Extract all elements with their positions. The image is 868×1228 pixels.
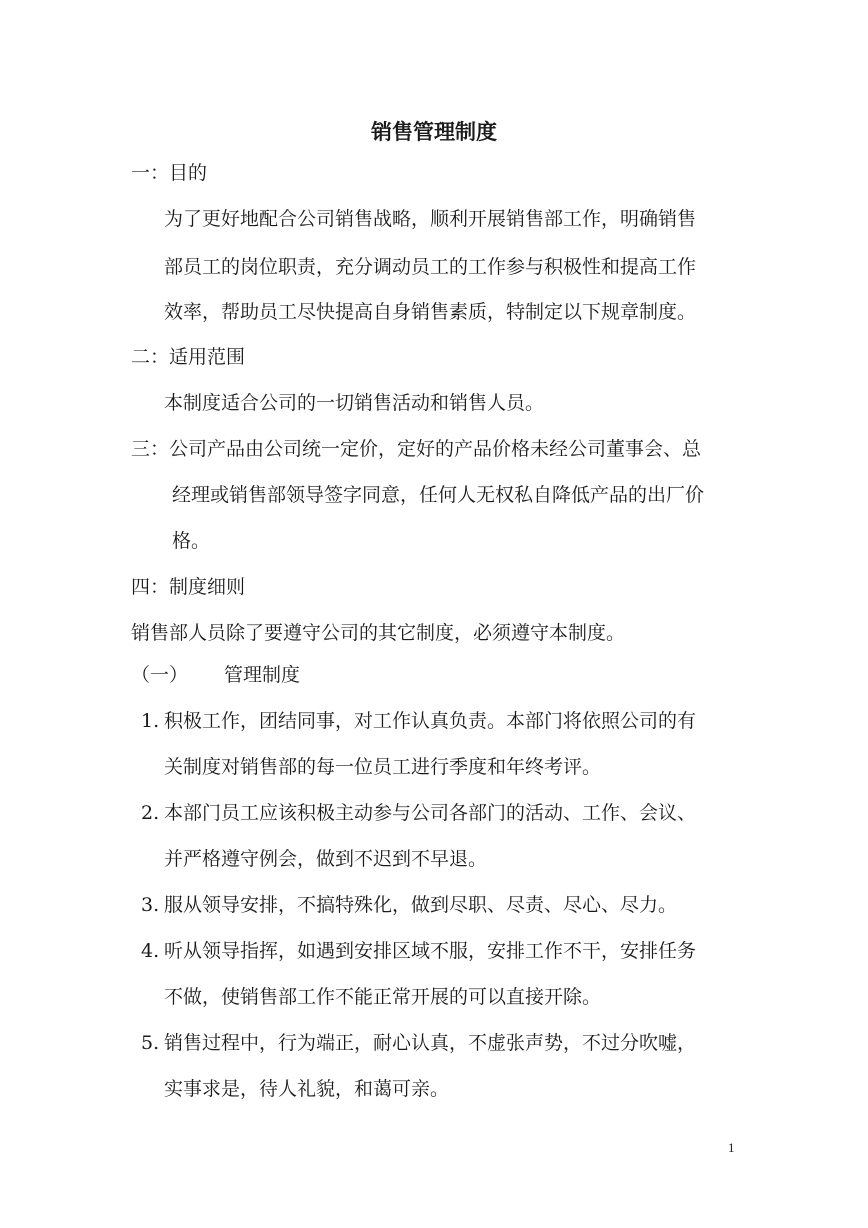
page-number: 1 xyxy=(728,1140,735,1155)
subsection-marker: （一） xyxy=(131,664,189,686)
subsection-title: 管理制度 xyxy=(224,664,301,686)
paragraph-line: 部员工的岗位职责，充分调动员工的工作参与积极性和提高工作 xyxy=(164,256,697,278)
paragraph-line: 销售部人员除了要遵守公司的其它制度，必须遵守本制度。 xyxy=(131,622,626,644)
section-three-line: 三：公司产品由公司统一定价，定好的产品价格未经公司董事会、总 xyxy=(131,438,702,460)
list-item-number: 3. xyxy=(141,894,160,916)
paragraph-line: 格。 xyxy=(172,530,211,552)
list-item-line: 本部门员工应该积极主动参与公司各部门的活动、工作、会议、 xyxy=(164,802,697,824)
list-item-line: 不做，使销售部工作不能正常开展的可以直接开除。 xyxy=(164,986,602,1008)
list-item-number: 1. xyxy=(141,710,160,732)
paragraph-line: 经理或销售部领导签字同意，任何人无权私自降低产品的出厂价 xyxy=(172,484,705,506)
page-title: 销售管理制度 xyxy=(371,120,497,144)
section-heading-rules: 四：制度细则 xyxy=(131,576,246,598)
list-item-line: 并严格遵守例会，做到不迟到不早退。 xyxy=(164,848,488,870)
list-item-line: 关制度对销售部的每一位员工进行季度和年终考评。 xyxy=(164,756,602,778)
list-item-number: 5. xyxy=(141,1032,160,1054)
paragraph-line: 效率，帮助员工尽快提高自身销售素质，特制定以下规章制度。 xyxy=(164,301,697,323)
section-heading-purpose: 一：目的 xyxy=(131,162,208,184)
list-item-number: 2. xyxy=(141,802,160,824)
section-heading-scope: 二：适用范围 xyxy=(131,346,246,368)
list-item-line: 听从领导指挥，如遇到安排区域不服，安排工作不干，安排任务 xyxy=(164,940,697,962)
list-item-line: 积极工作，团结同事，对工作认真负责。本部门将依照公司的有 xyxy=(164,710,697,732)
list-item-line: 服从领导安排，不搞特殊化，做到尽职、尽责、尽心、尽力。 xyxy=(164,894,678,916)
list-item-number: 4. xyxy=(141,940,160,962)
paragraph-line: 本制度适合公司的一切销售活动和销售人员。 xyxy=(164,392,545,414)
list-item-line: 销售过程中，行为端正，耐心认真，不虚张声势，不过分吹嘘， xyxy=(164,1032,697,1054)
list-item-line: 实事求是，待人礼貌，和蔼可亲。 xyxy=(164,1078,450,1100)
paragraph-line: 为了更好地配合公司销售战略，顺利开展销售部工作，明确销售 xyxy=(164,208,697,230)
